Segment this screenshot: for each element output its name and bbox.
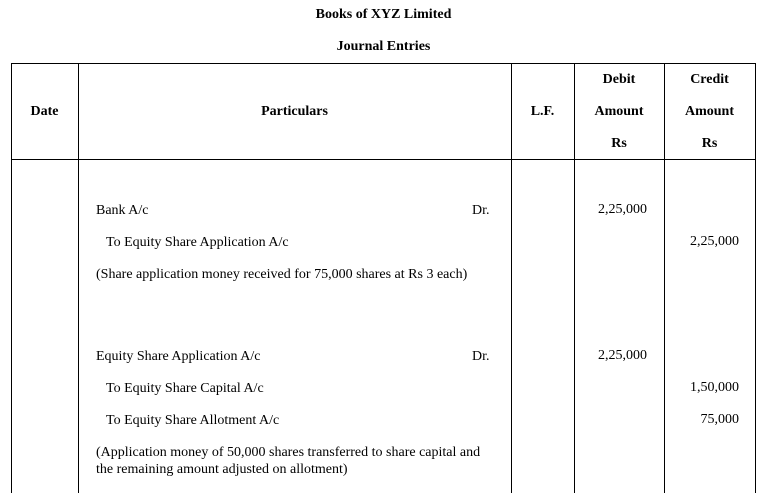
column-divider-date xyxy=(78,63,79,493)
table-header-divider xyxy=(11,159,755,160)
table-top-border xyxy=(11,63,755,64)
header-debit-line2: Amount xyxy=(594,104,644,119)
entry-1-debit-amount: 2,25,000 xyxy=(598,202,647,217)
header-lf: L.F. xyxy=(530,104,555,119)
entry-1-credit-amount-1: 2,25,000 xyxy=(690,234,739,249)
header-debit-line1: Debit xyxy=(602,72,636,87)
entry-1-narration: (Share application money received for 75,000 shares at Rs 3 each) xyxy=(96,267,468,282)
header-credit-line2: Amount xyxy=(684,104,734,119)
column-divider-right xyxy=(755,63,756,493)
header-credit-line3: Rs xyxy=(701,136,718,151)
entry-2-narration: (Application money of 50,000 shares transferred to share capital and the remaining amount adjusted on allotment) xyxy=(96,445,481,477)
entry-2-credit-account-1: To Equity Share Capital A/c xyxy=(106,381,264,396)
header-particulars: Particulars xyxy=(261,104,328,119)
column-divider-lf xyxy=(574,63,575,493)
column-divider-left xyxy=(11,63,12,493)
document-title: Books of XYZ Limited xyxy=(315,7,452,22)
entry-2-credit-amount-1: 1,50,000 xyxy=(690,380,739,395)
entry-2-debit-account: Equity Share Application A/c xyxy=(96,349,261,364)
entry-2-dr-marker: Dr. xyxy=(472,349,490,364)
entry-2-debit-amount: 2,25,000 xyxy=(598,348,647,363)
header-credit-line1: Credit xyxy=(690,72,729,87)
entry-1-credit-account-1: To Equity Share Application A/c xyxy=(106,235,289,250)
header-date: Date xyxy=(30,104,59,119)
column-divider-particulars xyxy=(511,63,512,493)
header-debit-line3: Rs xyxy=(611,136,627,151)
column-divider-debit xyxy=(664,63,665,493)
document-subtitle: Journal Entries xyxy=(336,39,431,54)
entry-1-dr-marker: Dr. xyxy=(472,203,490,218)
entry-2-credit-amount-2: 75,000 xyxy=(700,412,739,427)
entry-2-credit-account-2: To Equity Share Allotment A/c xyxy=(106,413,280,428)
entry-1-debit-account: Bank A/c xyxy=(96,203,149,218)
